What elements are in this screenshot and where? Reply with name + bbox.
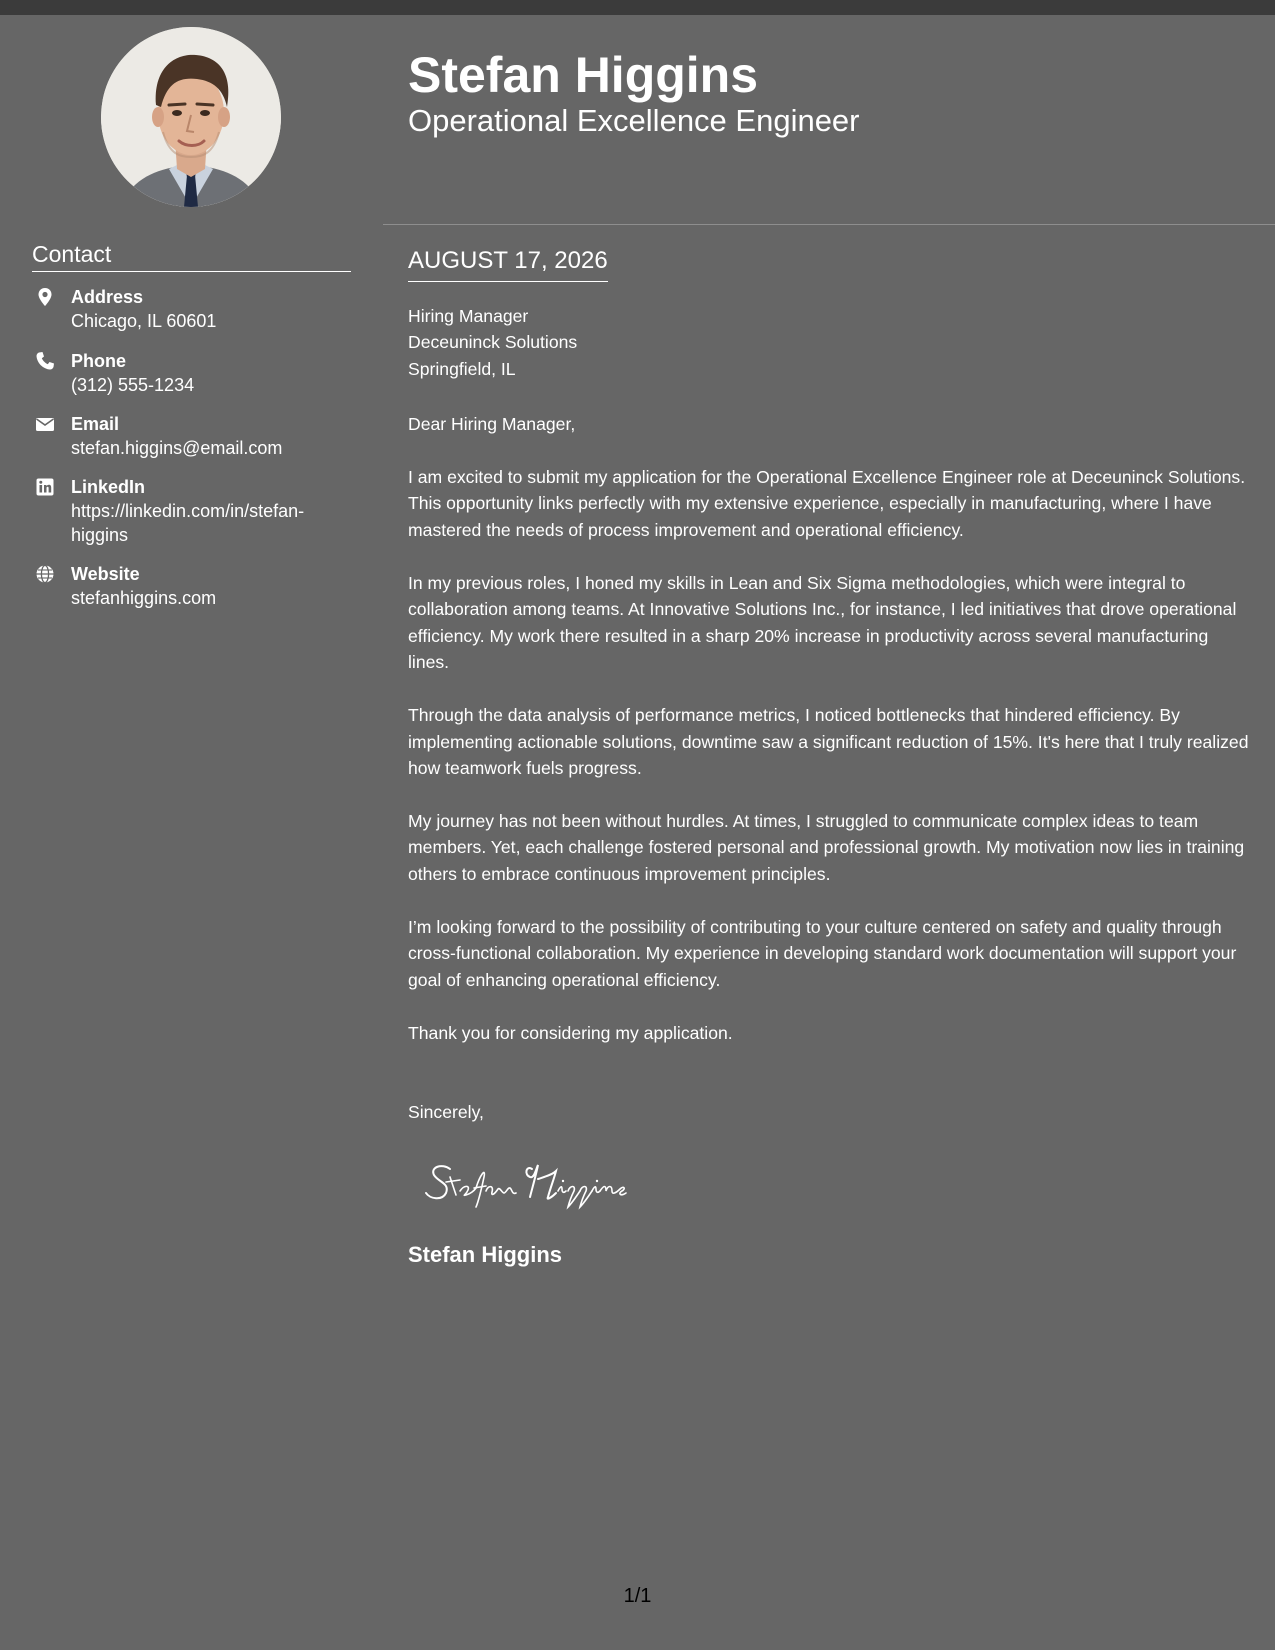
contact-label: Phone <box>71 351 127 371</box>
cover-letter-page <box>0 15 1275 1650</box>
email-value: stefan.higgins@email.com <box>71 438 283 458</box>
header-divider <box>383 224 1275 225</box>
letter-paragraph: In my previous roles, I honed my skills in Lean and Six Sigma methodologies, which were integral to collaboration among teams. At Innovative Solutions Inc., for instance, I led initiatives that drove operational efficiency. My work there resulted in a sharp 20% increase in productivity across several manufacturing lines. <box>408 573 1237 672</box>
page-number: 1/1 <box>623 1585 652 1607</box>
salutation: Dear Hiring Manager, <box>408 413 576 434</box>
linkedin-value[interactable]: https://linkedin.com/in/stefan-higgins <box>71 501 305 545</box>
candidate-name: Stefan Higgins <box>408 47 759 103</box>
phone-icon <box>35 351 55 371</box>
globe-icon <box>35 564 55 584</box>
recipient-line: Deceuninck Solutions <box>408 332 578 353</box>
contact-label: Website <box>71 564 140 584</box>
handwritten-signature <box>420 1155 660 1215</box>
contact-label: Address <box>71 287 144 307</box>
letter-paragraph: Through the data analysis of performance metrics, I noticed bottlenecks that hindered efficiency. By implementing actionable solutions, downtime saw a significant reduction of 15%. It's here that I truly realized how teamwork fuels progress. <box>408 705 1249 778</box>
contact-label: LinkedIn <box>71 477 146 497</box>
letter-body <box>408 303 1253 1126</box>
address-value: Chicago, IL 60601 <box>71 311 217 331</box>
closing-line: Thank you for considering my application. <box>408 1022 733 1043</box>
location-pin-icon <box>35 287 55 307</box>
letter-paragraph: I’m looking forward to the possibility of contributing to your culture centered on safety and quality through cross-functional collaboration. My experience in developing standard work documentation will support your goal of enhancing operational efficiency. <box>408 917 1237 990</box>
website-value[interactable]: stefanhiggins.com <box>71 588 217 608</box>
letter-date: AUGUST 17, 2026 <box>408 246 608 282</box>
profile-photo <box>101 27 281 207</box>
contact-label: Email <box>71 414 120 434</box>
contact-heading: Contact <box>32 241 351 272</box>
linkedin-icon <box>35 477 55 497</box>
recipient-block <box>408 303 1253 382</box>
signed-name: Stefan Higgins <box>408 1242 563 1267</box>
letter-paragraph: I am excited to submit my application for the Operational Excellence Engineer role at Deceuninck Solutions. This opportunity links perfectly with my extensive experience, especially in manufacturing, where I have mastered the needs of process improvement and operational efficiency. <box>408 467 1246 540</box>
envelope-icon <box>35 414 55 434</box>
candidate-title: Operational Excellence Engineer <box>408 103 860 138</box>
recipient-line: Hiring Manager <box>408 306 529 326</box>
recipient-line: Springfield, IL <box>408 358 516 379</box>
phone-value: (312) 555-1234 <box>71 375 195 395</box>
letter-paragraph: My journey has not been without hurdles. At times, I struggled to communicate complex ideas to team members. Yet, each challenge fostered personal and professional growth. My motivation now lies in training others to embrace continuous improvement principles. <box>408 811 1245 884</box>
sign-off: Sincerely, <box>408 1102 484 1123</box>
